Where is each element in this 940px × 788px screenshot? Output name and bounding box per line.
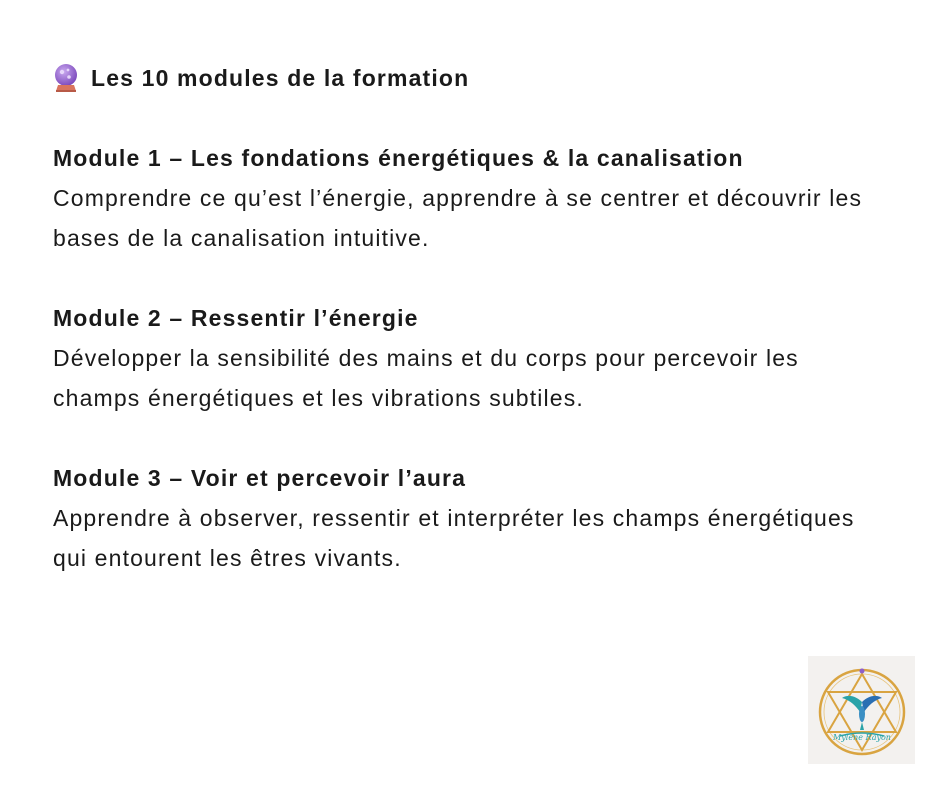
page-title: Les 10 modules de la formation (91, 65, 470, 91)
module-description: Comprendre ce qu’est l’énergie, apprendre à se centrer et découvrir les bases de la canalisation intuitive. (53, 185, 863, 251)
star-hummingbird-logo-icon (812, 660, 912, 760)
module-description: Apprendre à observer, ressentir et interpréter les champs énergétiques qui entourent les êtres vivants. (53, 505, 855, 571)
module-title: Module 3 – Voir et percevoir l’aura (53, 465, 467, 491)
brand-logo (808, 656, 915, 764)
module-title: Module 1 – Les fondations énergétiques & la canalisation (53, 145, 744, 171)
module-1 (53, 138, 893, 258)
module-2 (53, 298, 893, 418)
logo-name: Mylène Rayon (832, 733, 891, 742)
module-title: Module 2 – Ressentir l’énergie (53, 305, 419, 331)
main-content (53, 58, 893, 618)
crystal-ball-icon (53, 63, 79, 93)
module-3 (53, 458, 893, 578)
section-heading (53, 58, 893, 98)
module-description: Développer la sensibilité des mains et du corps pour percevoir les champs énergétiques et les vibrations subtiles. (53, 345, 799, 411)
